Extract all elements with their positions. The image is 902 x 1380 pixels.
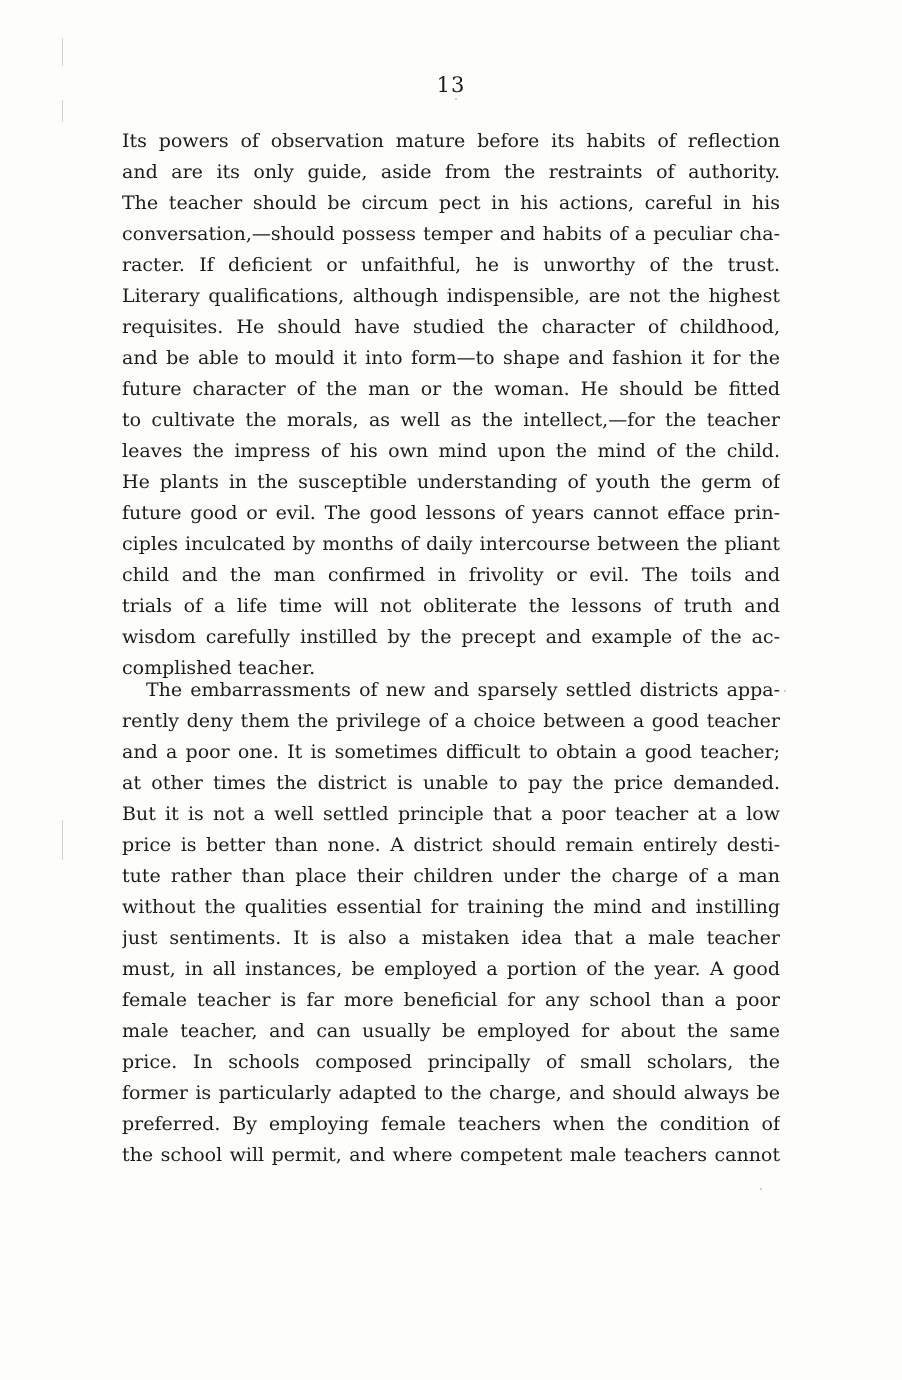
- scan-edge-mark: [62, 820, 63, 860]
- scan-speck: [455, 98, 457, 100]
- text-line: racter. If deficient or unfaithful, he is unworthy of the trust.: [122, 254, 780, 276]
- text-line: without the qualities essential for training the mind and instilling: [122, 896, 780, 918]
- text-line: female teacher is far more beneficial for any school than a poor: [122, 989, 780, 1011]
- text-line: at other times the district is unable to pay the price demanded.: [122, 772, 780, 794]
- text-line: former is particularly adapted to the charge, and should always be: [122, 1082, 780, 1104]
- scan-edge-mark: [62, 100, 63, 122]
- text-line: ciples inculcated by months of daily intercourse between the pliant: [122, 533, 780, 555]
- text-line: price is better than none. A district should remain entirely desti-: [122, 834, 780, 856]
- page-number: 13: [436, 73, 466, 97]
- text-line: to cultivate the morals, as well as the intellect,—for the teacher: [122, 409, 780, 431]
- text-line: requisites. He should have studied the character of childhood,: [122, 316, 780, 338]
- text-line: future character of the man or the woman. He should be fitted: [122, 378, 780, 400]
- text-line: complished teacher.: [122, 657, 316, 679]
- paragraph-1: [122, 126, 780, 684]
- text-line: preferred. By employing female teachers when the condition of: [122, 1113, 780, 1135]
- text-line: conversation,—should possess temper and habits of a peculiar cha-: [122, 223, 780, 245]
- paragraph-2: [122, 675, 780, 1171]
- scan-speck: [760, 1188, 762, 1190]
- text-line: He plants in the susceptible understanding of youth the germ of: [122, 471, 780, 493]
- text-line: Literary qualifications, although indispensible, are not the highest: [122, 285, 780, 307]
- text-line: But it is not a well settled principle that a poor teacher at a low: [122, 803, 780, 825]
- text-line: The embarrassments of new and sparsely settled districts appa-: [146, 679, 780, 701]
- text-line: future good or evil. The good lessons of years cannot efface prin-: [122, 502, 780, 524]
- text-line: must, in all instances, be employed a portion of the year. A good: [122, 958, 780, 980]
- text-line: and are its only guide, aside from the restraints of authority.: [122, 161, 780, 183]
- text-line: Its powers of observation mature before its habits of reflection: [122, 130, 780, 152]
- text-line: male teacher, and can usually be employed for about the same: [122, 1020, 780, 1042]
- text-line: The teacher should be circum pect in his actions, careful in his: [122, 192, 780, 214]
- scan-edge-mark: [62, 38, 63, 66]
- text-line: child and the man confirmed in frivolity or evil. The toils and: [122, 564, 780, 586]
- text-line: tute rather than place their children under the charge of a man: [122, 865, 780, 887]
- text-line: trials of a life time will not obliterate the lessons of truth and: [122, 595, 780, 617]
- text-line: wisdom carefully instilled by the precept and example of the ac-: [122, 626, 780, 648]
- text-line: the school will permit, and where competent male teachers cannot: [122, 1144, 780, 1166]
- text-line: just sentiments. It is also a mistaken idea that a male teacher: [122, 927, 780, 949]
- text-line: leaves the impress of his own mind upon the mind of the child.: [122, 440, 780, 462]
- text-line: price. In schools composed principally of small scholars, the: [122, 1051, 780, 1073]
- scan-speck: [784, 690, 786, 692]
- text-line: rently deny them the privilege of a choice between a good teacher: [122, 710, 780, 732]
- text-line: and be able to mould it into form—to shape and fashion it for the: [122, 347, 780, 369]
- text-line: and a poor one. It is sometimes difficult to obtain a good teacher;: [122, 741, 780, 763]
